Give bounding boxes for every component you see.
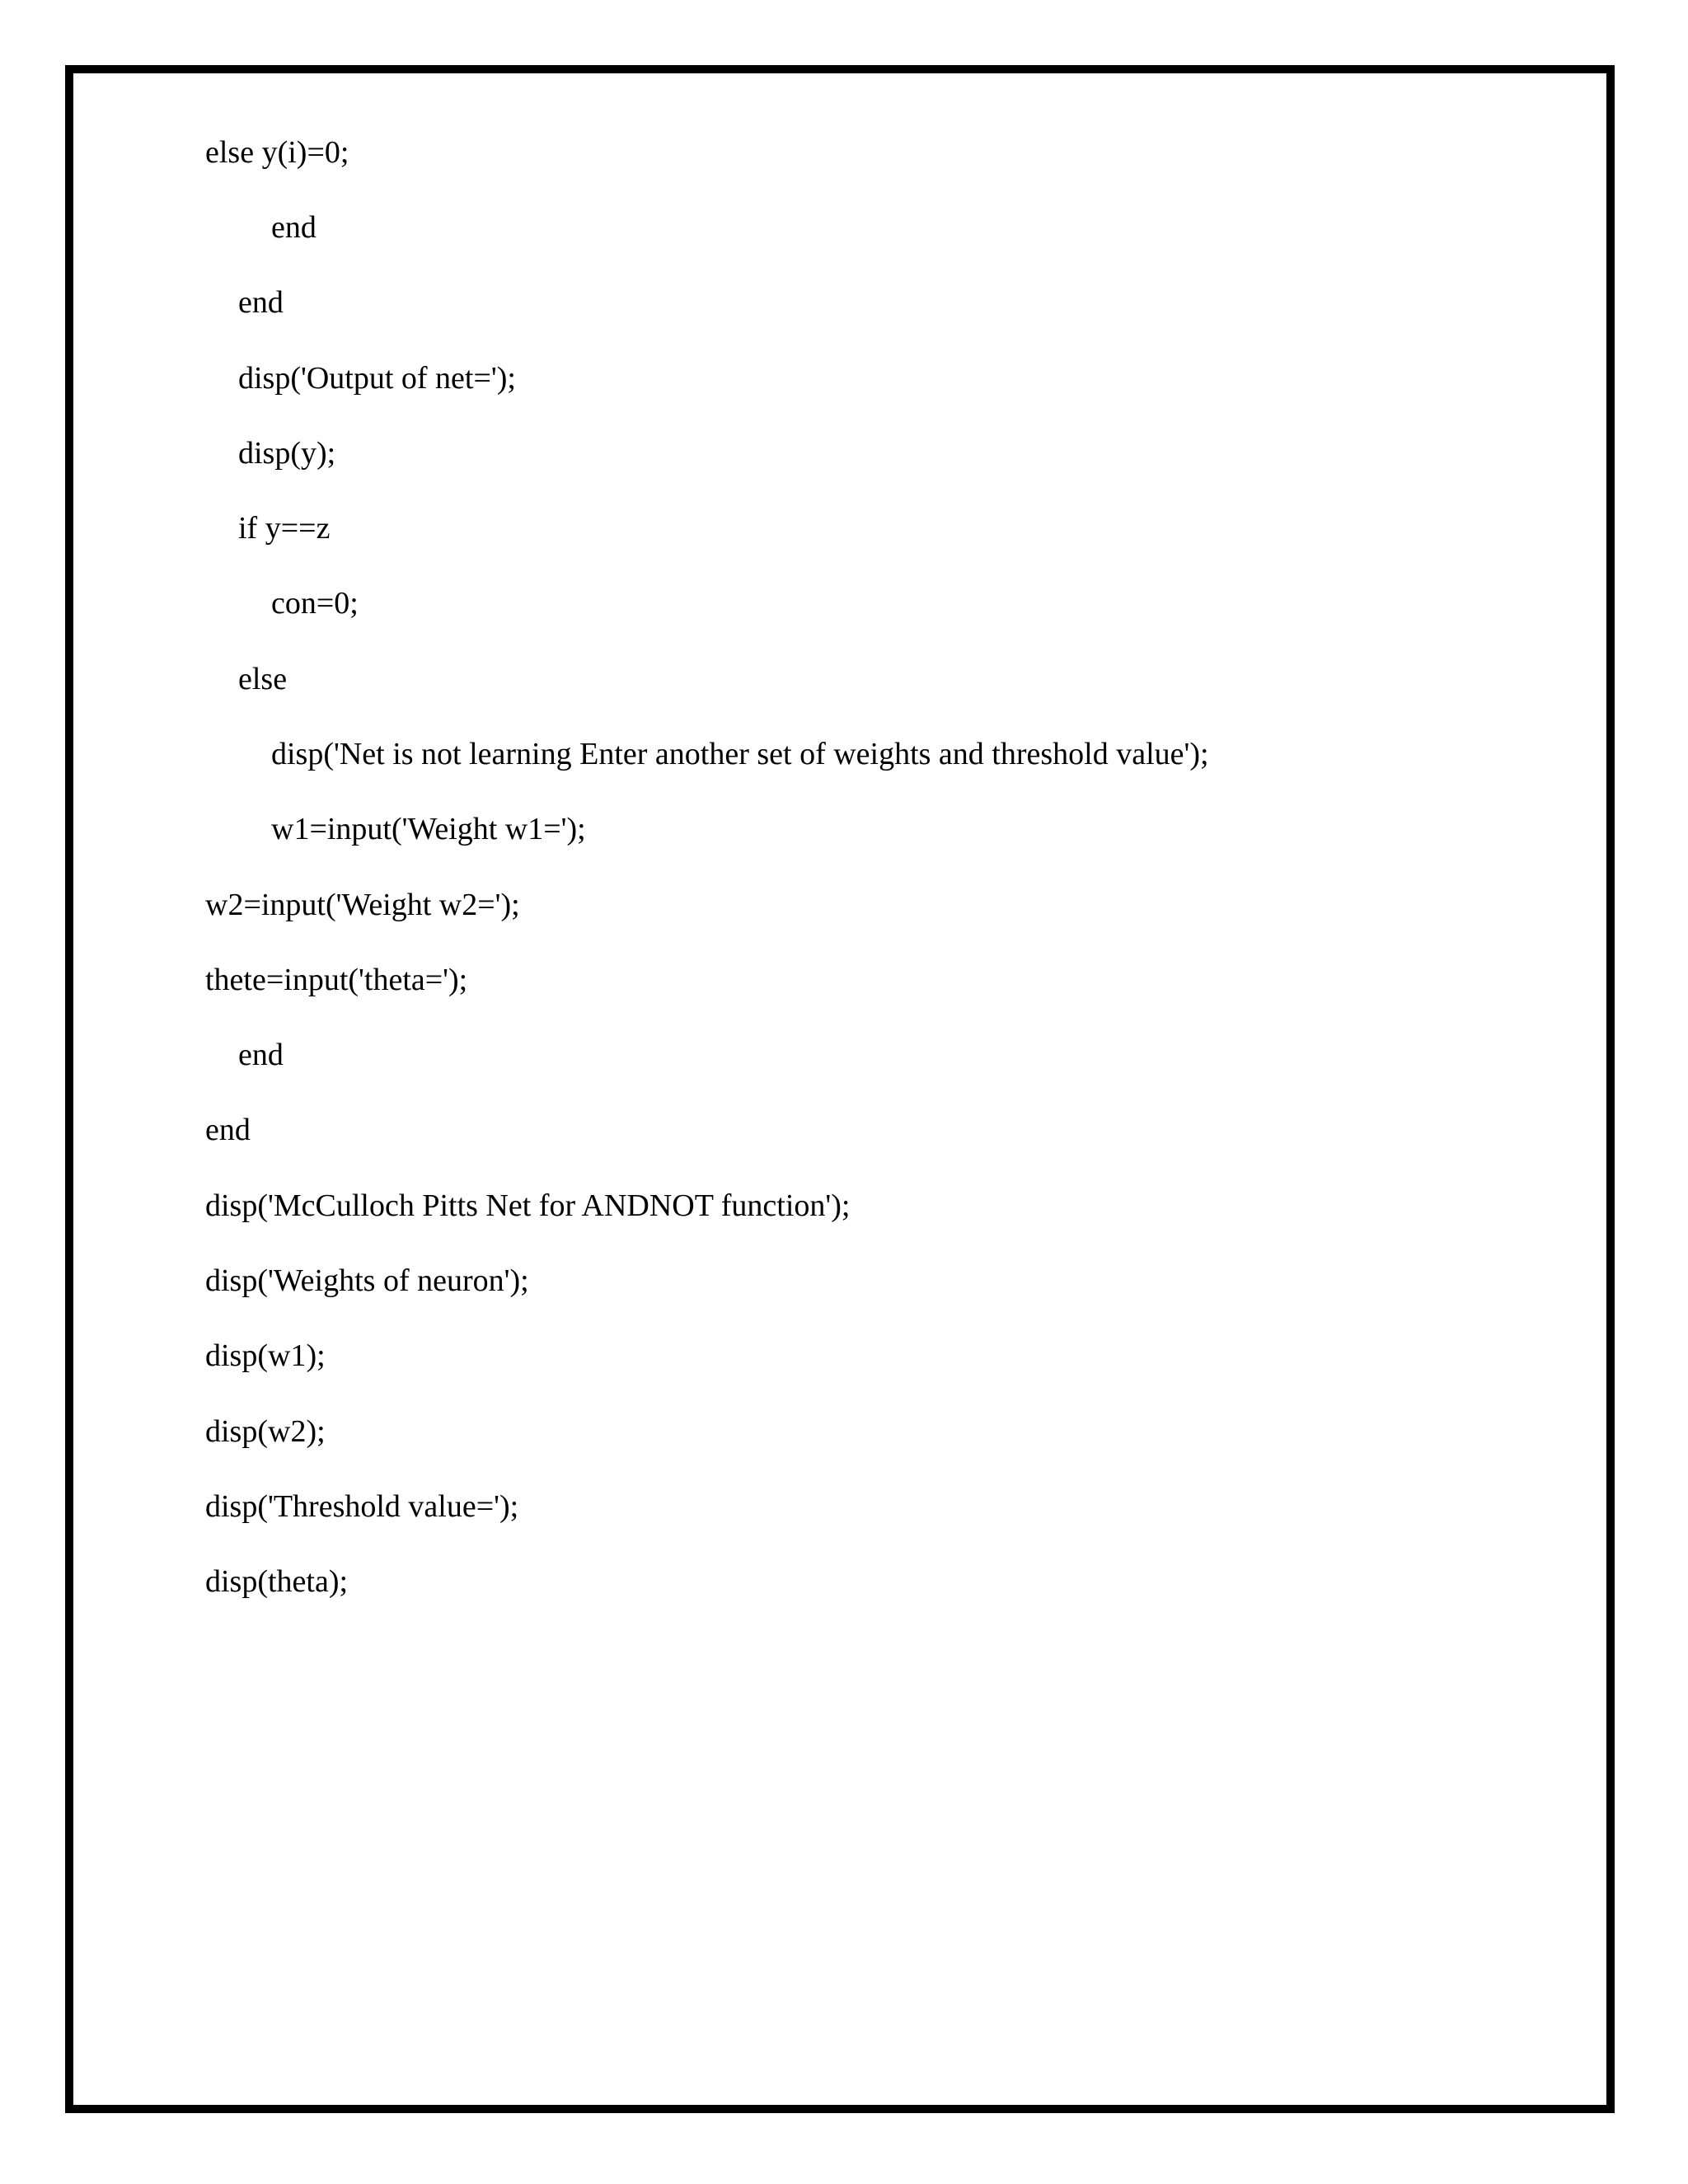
code-line-6: if y==z (238, 511, 331, 546)
code-line-7: con=0; (271, 586, 359, 621)
code-line-10: w1=input('Weight w1='); (271, 812, 586, 846)
code-line-3: end (238, 285, 284, 320)
code-line-9: disp('Net is not learning Enter another set of weights and threshold value'); (271, 737, 1209, 771)
code-line-5: disp(y); (238, 436, 336, 471)
code-line-20: disp(theta); (205, 1564, 349, 1599)
code-block (73, 73, 1606, 2105)
code-line-12: thete=input('theta='); (205, 963, 468, 997)
code-line-4: disp('Output of net='); (238, 361, 516, 396)
code-line-11: w2=input('Weight w2='); (205, 888, 520, 922)
code-line-16: disp('Weights of neuron'); (205, 1263, 529, 1298)
code-line-19: disp('Threshold value='); (205, 1489, 519, 1524)
page-border (65, 65, 1615, 2113)
code-line-14: end (205, 1113, 251, 1147)
code-line-15: disp('McCulloch Pitts Net for ANDNOT function'); (205, 1188, 851, 1223)
code-line-17: disp(w1); (205, 1338, 326, 1373)
code-line-8: else (238, 662, 288, 696)
code-line-2: end (271, 210, 316, 245)
code-line-1: else y(i)=0; (205, 135, 349, 170)
code-line-13: end (238, 1038, 284, 1072)
code-line-18: disp(w2); (205, 1414, 326, 1449)
